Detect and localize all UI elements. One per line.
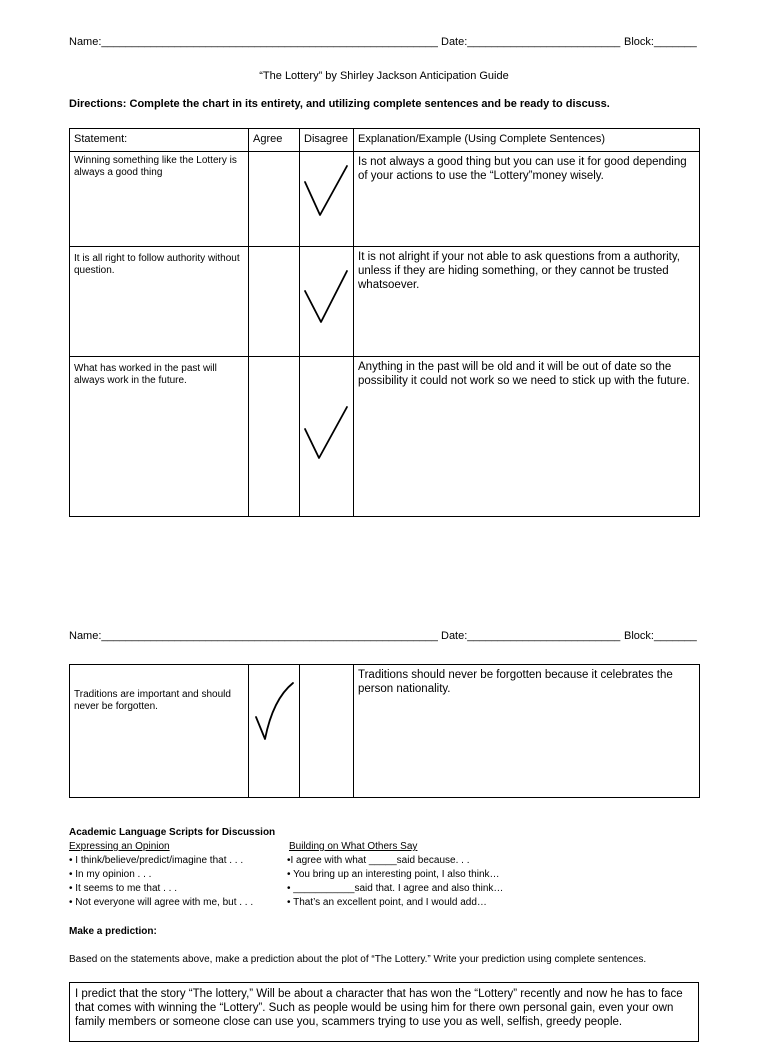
- date-label: Date:: [441, 36, 468, 48]
- name-blank[interactable]: _______________________________________________________: [101, 36, 438, 48]
- disagree-cell[interactable]: [300, 247, 354, 357]
- agree-cell[interactable]: [249, 665, 300, 798]
- name-blank[interactable]: _______________________________________________________: [101, 630, 438, 642]
- scripts-heading: Academic Language Scripts for Discussion: [69, 827, 276, 838]
- block-field[interactable]: [624, 36, 697, 48]
- list-item: • Not everyone will agree with me, but . . .: [69, 897, 254, 908]
- block-label: Block:: [624, 630, 654, 642]
- list-item: • You bring up an interesting point, I also think…: [287, 869, 500, 880]
- block-label: Block:: [624, 36, 654, 48]
- table-row: [70, 247, 700, 357]
- directions-text: Directions: Complete the chart in its entirety, and utilizing complete sentences and be ready to discuss.: [69, 98, 610, 110]
- checkmark-icon: [251, 679, 297, 741]
- list-item: • It seems to me that . . .: [69, 883, 177, 894]
- statement-cell: What has worked in the past will always work in the future.: [70, 357, 249, 517]
- opinion-column-title: Expressing an Opinion: [69, 841, 170, 852]
- disagree-cell[interactable]: [300, 357, 354, 517]
- table-header-row: [70, 129, 700, 152]
- date-label: Date:: [441, 630, 468, 642]
- building-column-title: Building on What Others Say: [289, 841, 418, 852]
- name-field[interactable]: [69, 36, 438, 48]
- header-disagree: Disagree: [300, 129, 354, 152]
- explanation-cell[interactable]: It is not alright if your not able to ask questions from a authority, unless if they are hiding something, or they cannot be trusted whatsoever.: [354, 247, 700, 357]
- agree-cell[interactable]: [249, 152, 300, 247]
- date-blank[interactable]: _________________________: [467, 36, 621, 48]
- explanation-cell[interactable]: Anything in the past will be old and it will be out of date so the possibility it could not work so we need to stick up with the future.: [354, 357, 700, 517]
- list-item: •I agree with what _____said because. . .: [287, 855, 470, 866]
- list-item: • That’s an excellent point, and I would add…: [287, 897, 487, 908]
- header-explanation: Explanation/Example (Using Complete Sentences): [354, 129, 700, 152]
- prediction-instruction: Based on the statements above, make a prediction about the plot of “The Lottery.” Write your prediction using complete sentences.: [69, 954, 647, 965]
- disagree-cell[interactable]: [300, 665, 354, 798]
- explanation-cell[interactable]: Is not always a good thing but you can use it for good depending of your actions to use the “Lottery”money wisely.: [354, 152, 700, 247]
- header-statement: Statement:: [70, 129, 249, 152]
- explanation-cell[interactable]: Traditions should never be forgotten because it celebrates the person nationality.: [354, 665, 700, 798]
- block-blank[interactable]: _______: [653, 630, 697, 642]
- agree-cell[interactable]: [249, 357, 300, 517]
- list-item: • ___________said that. I agree and also think…: [287, 883, 504, 894]
- checkmark-icon: [302, 403, 352, 463]
- table-row: [70, 665, 700, 798]
- block-field[interactable]: [624, 630, 697, 642]
- date-field[interactable]: [441, 36, 620, 48]
- checkmark-icon: [302, 267, 352, 327]
- page-title: “The Lottery” by Shirley Jackson Anticipation Guide: [259, 70, 509, 82]
- name-label: Name:: [69, 630, 102, 642]
- anticipation-table: [69, 128, 700, 517]
- prediction-answer-box[interactable]: I predict that the story “The lottery,” Will be about a character that has won the “Lottery” recently and now he has to face that comes with winning the “Lottery”. Such as people would be using him for there own personal gain, even your own family members or someone close can use you, scammers trying to use you as well, selfish, greedy people.: [69, 982, 699, 1042]
- list-item: • In my opinion . . .: [69, 869, 152, 880]
- prediction-heading: Make a prediction:: [69, 926, 157, 937]
- statement-cell: Traditions are important and should never be forgotten.: [70, 665, 249, 798]
- name-label: Name:: [69, 36, 102, 48]
- anticipation-table-continued: [69, 664, 700, 798]
- checkmark-icon: [302, 160, 352, 220]
- disagree-cell[interactable]: [300, 152, 354, 247]
- date-blank[interactable]: _________________________: [467, 630, 621, 642]
- table-row: [70, 357, 700, 517]
- statement-cell: Winning something like the Lottery is always a good thing: [70, 152, 249, 247]
- agree-cell[interactable]: [249, 247, 300, 357]
- date-field[interactable]: [441, 630, 620, 642]
- list-item: • I think/believe/predict/imagine that . . .: [69, 855, 244, 866]
- statement-cell: It is all right to follow authority without question.: [70, 247, 249, 357]
- header-agree: Agree: [249, 129, 300, 152]
- name-field[interactable]: [69, 630, 438, 642]
- block-blank[interactable]: _______: [653, 36, 697, 48]
- table-row: [70, 152, 700, 247]
